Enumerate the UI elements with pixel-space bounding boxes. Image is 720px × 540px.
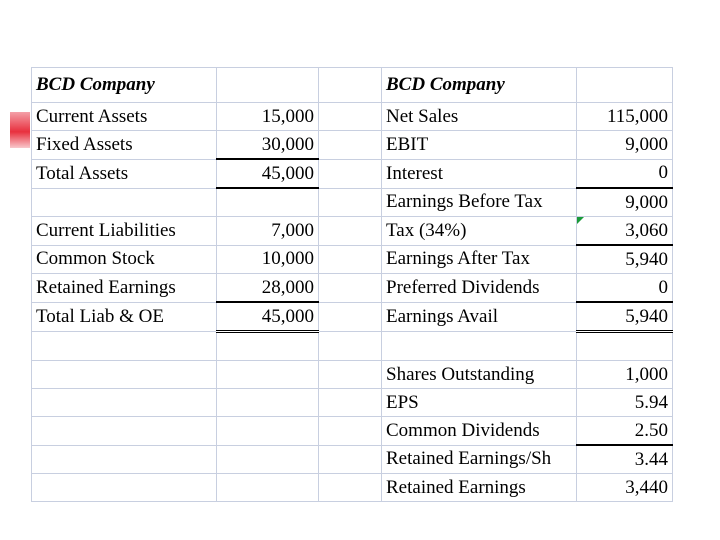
right-value: 3,060 xyxy=(577,217,673,246)
table-row xyxy=(32,302,673,332)
left-label: Total Assets xyxy=(32,159,217,188)
left-label: Current Liabilities xyxy=(32,217,217,246)
right-label: Interest xyxy=(382,159,577,188)
right-label: Common Dividends xyxy=(382,417,577,446)
table-row xyxy=(32,389,673,417)
table-row xyxy=(32,159,673,188)
table-row xyxy=(32,131,673,160)
balance-sheet-title: BCD Company xyxy=(32,68,217,103)
table-row xyxy=(32,361,673,389)
left-label: Common Stock xyxy=(32,245,217,274)
table-row xyxy=(32,332,673,361)
right-label: Shares Outstanding xyxy=(382,361,577,389)
left-value: 45,000 xyxy=(217,302,319,332)
right-value: 9,000 xyxy=(577,188,673,217)
right-value: 9,000 xyxy=(577,131,673,160)
table-row xyxy=(32,417,673,446)
right-value: 0 xyxy=(577,274,673,303)
right-value: 1,000 xyxy=(577,361,673,389)
right-value: 0 xyxy=(577,159,673,188)
right-label: Retained Earnings/Sh xyxy=(382,445,577,474)
right-label: Earnings Avail xyxy=(382,302,577,332)
right-label: Earnings Before Tax xyxy=(382,188,577,217)
table-row xyxy=(32,188,673,217)
right-value: 5.94 xyxy=(577,389,673,417)
left-label xyxy=(32,188,217,217)
title-row xyxy=(32,68,673,103)
right-value: 5,940 xyxy=(577,302,673,332)
right-label: Preferred Dividends xyxy=(382,274,577,303)
left-value: 28,000 xyxy=(217,274,319,303)
table-row xyxy=(32,274,673,303)
left-value: 15,000 xyxy=(217,103,319,131)
slide-corner-accent xyxy=(10,112,30,148)
table-row xyxy=(32,445,673,474)
left-value: 7,000 xyxy=(217,217,319,246)
table-row xyxy=(32,245,673,274)
right-label: Tax (34%) xyxy=(382,217,577,246)
left-value xyxy=(217,188,319,217)
right-label xyxy=(382,332,577,361)
right-label: EBIT xyxy=(382,131,577,160)
left-value: 30,000 xyxy=(217,131,319,160)
left-value: 10,000 xyxy=(217,245,319,274)
table-row xyxy=(32,217,673,246)
right-label: Earnings After Tax xyxy=(382,245,577,274)
left-value: 45,000 xyxy=(217,159,319,188)
right-label: Net Sales xyxy=(382,103,577,131)
table-row xyxy=(32,474,673,502)
right-value: 3.44 xyxy=(577,445,673,474)
income-statement-title: BCD Company xyxy=(382,68,577,103)
right-value: 3,440 xyxy=(577,474,673,502)
right-label: EPS xyxy=(382,389,577,417)
right-value: 115,000 xyxy=(577,103,673,131)
left-label: Total Liab & OE xyxy=(32,302,217,332)
right-value: 2.50 xyxy=(577,417,673,446)
right-value xyxy=(577,332,673,361)
spreadsheet-grid xyxy=(31,67,673,502)
right-value: 5,940 xyxy=(577,245,673,274)
right-label: Retained Earnings xyxy=(382,474,577,502)
left-label: Fixed Assets xyxy=(32,131,217,160)
left-label: Retained Earnings xyxy=(32,274,217,303)
table-row xyxy=(32,103,673,131)
left-label: Current Assets xyxy=(32,103,217,131)
